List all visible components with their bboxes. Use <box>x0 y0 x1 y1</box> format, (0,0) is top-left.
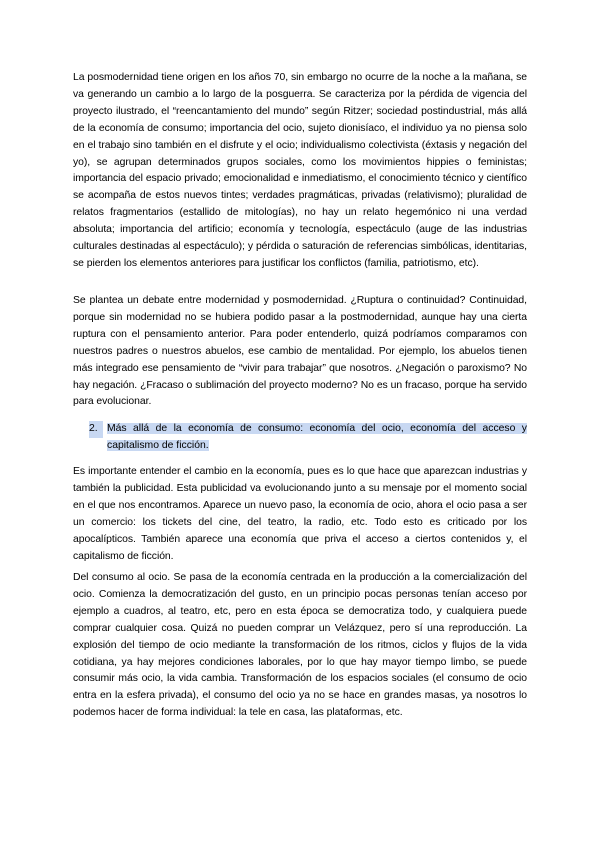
section-heading-text: Más allá de la economía de consumo: economía del ocio, economía del acceso y capitalismo de ficción. <box>107 423 527 451</box>
paragraph-modernidad-debate: Se plantea un debate entre modernidad y posmodernidad. ¿Ruptura o continuidad? Continuidad, porque sin modernidad no se hubiera podido pasar a la postmodernidad, aunque hay una cierta ruptura con el pensamiento anterior. Para poder entenderlo, quizá podríamos comparamos con nuestros padres o nuestros abuelos, ese cambio de mentalidad. Por ejemplo, los abuelos tienen más integrado ese pensamiento de “vivir para trabajar” que nosotros. ¿Negación o paroxismo? No hay negación. ¿Fracaso o sublimación del proyecto moderno? No es un fracaso, porque ha servido para evolucionar. <box>73 295 527 408</box>
section-heading-text-block <box>107 421 527 455</box>
section-heading-number: 2. <box>89 421 103 438</box>
paragraph-posmodernidad-origen: La posmodernidad tiene origen en los años 70, sin embargo no ocurre de la noche a la mañana, se va generando un cambio a lo largo de la posguerra. Se caracteriza por la pérdida de vigencia del proyecto ilustrado, el “reencantamiento del mundo” según Ritzer; sociedad postindustrial, más allá de la economía de consumo; importancia del ocio, sujeto dionisíaco, el individuo ya no piensa solo en el trabajo sino también en el disfrute y el ocio; individualismo colectivista (éxtasis y negación del yo), se agrupan determinados grupos sociales, como los movimientos hippies o feministas; importancia del espacio privado; emocionalidad e inmediatismo, el conocimiento técnico y científico se acompaña de estos nuevos tintes; verdades pragmáticas, privadas (relativismo); pluralidad de relatos fragmentarios (estallido de mitologías), no hay un relato hegemónico ni una verdad absoluta; importancia del artificio; economía y tecnología, espectáculo (auge de las industrias culturales destinadas al espectáculo); y pérdida o saturación de referencias simbólicas, identitarias, se pierden los elementos anteriores para justificar los conflictos (familia, patriotismo, etc). <box>73 72 527 269</box>
paragraph-consumo-ocio: Del consumo al ocio. Se pasa de la economía centrada en la producción a la comercialización del ocio. Comienza la democratización del gusto, en un principio pocas personas tenían acceso por ejemplo a cuadros, al teatro, etc, pero en esta época se democratiza todo, y cualquiera puede comprar cualquier cosa. Quizá no pueden comprar un Velázquez, pero sí una reproducción. La explosión del tiempo de ocio mediante la transformación de los ritmos, ciclos y flujos de la vida cotidiana, ya hay mejores condiciones laborales, por lo que hay mayor tiempo limbo, se puede consumir más ocio, la vida cambia. Transformación de los espacios sociales (el consumo de ocio entra en la esfera privada), el consumo del ocio ya no se hace en grandes masas, ya nosotros lo podemos hacer de forma individual: la tele en casa, las plataformas, etc. <box>73 572 527 719</box>
paragraph-cambio-economia: Es importante entender el cambio en la economía, pues es lo que hace que aparezcan industrias y también la publicidad. Esta publicidad va evolucionando junto a su mensaje por el momento social en el que nos encontramos. Aparece un nuevo paso, la economía de ocio, ahora el ocio pasa a ser un comercio: los tickets del cine, del teatro, la radio, etc. Todo esto es criticado por los apocalípticos. También aparece una economía que priva el acceso a ciertos contenidos y, el capitalismo de ficción. <box>73 466 527 562</box>
